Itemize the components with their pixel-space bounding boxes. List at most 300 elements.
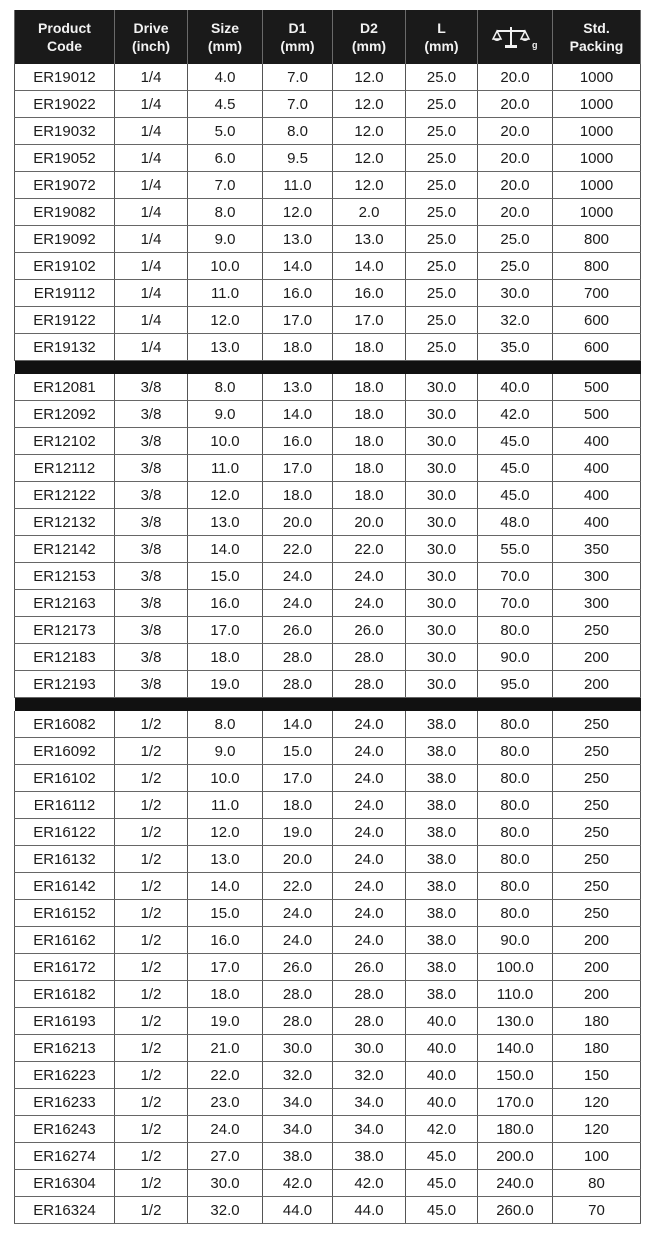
header-std-packing	[553, 10, 641, 64]
weight-cell: 70.0	[478, 590, 553, 617]
product-code-cell: ER16082	[15, 711, 115, 738]
socket-spec-sheet	[14, 10, 640, 1224]
std-packing-cell: 250	[553, 900, 641, 927]
spec-table	[14, 10, 641, 1224]
std-packing-cell: 300	[553, 563, 641, 590]
spec-table-body	[15, 64, 641, 1224]
size-cell: 21.0	[188, 1035, 263, 1062]
length-cell: 38.0	[406, 873, 478, 900]
drive-cell: 1/4	[115, 253, 188, 280]
length-cell: 38.0	[406, 792, 478, 819]
drive-cell: 3/8	[115, 482, 188, 509]
table-row	[15, 792, 641, 819]
d2-cell: 24.0	[333, 792, 406, 819]
d1-cell: 7.0	[263, 64, 333, 91]
size-cell: 18.0	[188, 981, 263, 1008]
d1-cell: 17.0	[263, 455, 333, 482]
drive-cell: 3/8	[115, 671, 188, 698]
d1-cell: 28.0	[263, 644, 333, 671]
weight-cell: 260.0	[478, 1197, 553, 1224]
product-code-cell: ER19012	[15, 64, 115, 91]
drive-cell: 1/2	[115, 792, 188, 819]
d2-cell: 13.0	[333, 226, 406, 253]
drive-cell: 3/8	[115, 563, 188, 590]
length-cell: 25.0	[406, 91, 478, 118]
header-line: Code	[47, 38, 82, 54]
product-code-cell: ER16142	[15, 873, 115, 900]
d1-cell: 24.0	[263, 590, 333, 617]
length-cell: 30.0	[406, 644, 478, 671]
d2-cell: 44.0	[333, 1197, 406, 1224]
d1-cell: 18.0	[263, 334, 333, 361]
size-cell: 17.0	[188, 617, 263, 644]
weight-cell: 90.0	[478, 644, 553, 671]
d1-cell: 17.0	[263, 307, 333, 334]
d2-cell: 17.0	[333, 307, 406, 334]
header-line: Drive	[133, 20, 169, 36]
length-cell: 38.0	[406, 711, 478, 738]
d1-cell: 14.0	[263, 253, 333, 280]
std-packing-cell: 70	[553, 1197, 641, 1224]
length-cell: 30.0	[406, 401, 478, 428]
size-cell: 5.0	[188, 118, 263, 145]
std-packing-cell: 200	[553, 644, 641, 671]
d2-cell: 18.0	[333, 334, 406, 361]
table-row	[15, 846, 641, 873]
product-code-cell: ER12173	[15, 617, 115, 644]
drive-cell: 1/2	[115, 1197, 188, 1224]
table-row	[15, 981, 641, 1008]
std-packing-cell: 120	[553, 1089, 641, 1116]
weight-scale-icon	[478, 23, 552, 51]
std-packing-cell: 400	[553, 428, 641, 455]
product-code-cell: ER12153	[15, 563, 115, 590]
weight-cell: 40.0	[478, 374, 553, 401]
size-cell: 10.0	[188, 428, 263, 455]
size-cell: 11.0	[188, 792, 263, 819]
d1-cell: 12.0	[263, 199, 333, 226]
table-row	[15, 536, 641, 563]
drive-cell: 1/2	[115, 738, 188, 765]
table-row	[15, 1143, 641, 1170]
length-cell: 45.0	[406, 1170, 478, 1197]
drive-cell: 1/2	[115, 1170, 188, 1197]
d1-cell: 17.0	[263, 765, 333, 792]
d2-cell: 24.0	[333, 927, 406, 954]
product-code-cell: ER19072	[15, 172, 115, 199]
product-code-cell: ER16274	[15, 1143, 115, 1170]
std-packing-cell: 1000	[553, 199, 641, 226]
table-row	[15, 374, 641, 401]
weight-cell: 80.0	[478, 617, 553, 644]
header-weight	[478, 10, 553, 64]
weight-cell: 130.0	[478, 1008, 553, 1035]
weight-cell: 25.0	[478, 253, 553, 280]
product-code-cell: ER19092	[15, 226, 115, 253]
d1-cell: 34.0	[263, 1116, 333, 1143]
size-cell: 8.0	[188, 374, 263, 401]
product-code-cell: ER19022	[15, 91, 115, 118]
drive-cell: 1/2	[115, 1116, 188, 1143]
weight-cell: 200.0	[478, 1143, 553, 1170]
d2-cell: 18.0	[333, 482, 406, 509]
d1-cell: 9.5	[263, 145, 333, 172]
d2-cell: 34.0	[333, 1089, 406, 1116]
product-code-cell: ER19052	[15, 145, 115, 172]
std-packing-cell: 100	[553, 1143, 641, 1170]
product-code-cell: ER16182	[15, 981, 115, 1008]
drive-cell: 1/2	[115, 1062, 188, 1089]
d1-cell: 16.0	[263, 280, 333, 307]
std-packing-cell: 400	[553, 482, 641, 509]
weight-cell: 20.0	[478, 64, 553, 91]
table-row	[15, 91, 641, 118]
length-cell: 38.0	[406, 765, 478, 792]
d2-cell: 26.0	[333, 954, 406, 981]
d1-cell: 14.0	[263, 401, 333, 428]
d2-cell: 38.0	[333, 1143, 406, 1170]
length-cell: 45.0	[406, 1143, 478, 1170]
size-cell: 13.0	[188, 846, 263, 873]
d1-cell: 18.0	[263, 792, 333, 819]
d2-cell: 14.0	[333, 253, 406, 280]
weight-cell: 32.0	[478, 307, 553, 334]
d1-cell: 13.0	[263, 374, 333, 401]
length-cell: 25.0	[406, 307, 478, 334]
weight-cell: 100.0	[478, 954, 553, 981]
d2-cell: 28.0	[333, 981, 406, 1008]
size-cell: 30.0	[188, 1170, 263, 1197]
header-drive	[115, 10, 188, 64]
product-code-cell: ER12092	[15, 401, 115, 428]
product-code-cell: ER16193	[15, 1008, 115, 1035]
d1-cell: 24.0	[263, 900, 333, 927]
product-code-cell: ER16162	[15, 927, 115, 954]
d2-cell: 18.0	[333, 428, 406, 455]
drive-cell: 1/4	[115, 280, 188, 307]
std-packing-cell: 1000	[553, 118, 641, 145]
d2-cell: 12.0	[333, 91, 406, 118]
product-code-cell: ER16122	[15, 819, 115, 846]
table-row	[15, 482, 641, 509]
drive-cell: 1/2	[115, 927, 188, 954]
length-cell: 30.0	[406, 536, 478, 563]
weight-cell: 20.0	[478, 91, 553, 118]
weight-cell: 80.0	[478, 711, 553, 738]
product-code-cell: ER16092	[15, 738, 115, 765]
length-cell: 40.0	[406, 1062, 478, 1089]
weight-cell: 30.0	[478, 280, 553, 307]
product-code-cell: ER12081	[15, 374, 115, 401]
table-row	[15, 765, 641, 792]
weight-cell: 170.0	[478, 1089, 553, 1116]
weight-cell: 20.0	[478, 172, 553, 199]
table-row	[15, 280, 641, 307]
length-cell: 38.0	[406, 927, 478, 954]
weight-cell: 45.0	[478, 428, 553, 455]
length-cell: 42.0	[406, 1116, 478, 1143]
d1-cell: 34.0	[263, 1089, 333, 1116]
size-cell: 14.0	[188, 536, 263, 563]
size-cell: 15.0	[188, 563, 263, 590]
drive-cell: 1/2	[115, 1089, 188, 1116]
product-code-cell: ER16324	[15, 1197, 115, 1224]
std-packing-cell: 200	[553, 954, 641, 981]
product-code-cell: ER19122	[15, 307, 115, 334]
d1-cell: 24.0	[263, 563, 333, 590]
d1-cell: 14.0	[263, 711, 333, 738]
d1-cell: 20.0	[263, 846, 333, 873]
size-cell: 27.0	[188, 1143, 263, 1170]
table-row	[15, 900, 641, 927]
std-packing-cell: 80	[553, 1170, 641, 1197]
d2-cell: 18.0	[333, 401, 406, 428]
product-code-cell: ER16213	[15, 1035, 115, 1062]
header-line: Product	[38, 20, 91, 36]
drive-cell: 1/4	[115, 64, 188, 91]
length-cell: 38.0	[406, 900, 478, 927]
d1-cell: 8.0	[263, 118, 333, 145]
size-cell: 22.0	[188, 1062, 263, 1089]
size-cell: 19.0	[188, 1008, 263, 1035]
d1-cell: 22.0	[263, 873, 333, 900]
drive-cell: 1/4	[115, 199, 188, 226]
table-row	[15, 253, 641, 280]
std-packing-cell: 250	[553, 792, 641, 819]
std-packing-cell: 1000	[553, 145, 641, 172]
std-packing-cell: 120	[553, 1116, 641, 1143]
table-row	[15, 738, 641, 765]
length-cell: 40.0	[406, 1089, 478, 1116]
d2-cell: 26.0	[333, 617, 406, 644]
length-cell: 45.0	[406, 1197, 478, 1224]
drive-cell: 1/4	[115, 145, 188, 172]
weight-cell: 80.0	[478, 873, 553, 900]
size-cell: 12.0	[188, 307, 263, 334]
drive-cell: 1/4	[115, 307, 188, 334]
product-code-cell: ER19112	[15, 280, 115, 307]
group-separator-bar	[15, 361, 641, 375]
table-row	[15, 1008, 641, 1035]
size-cell: 9.0	[188, 401, 263, 428]
drive-cell: 3/8	[115, 509, 188, 536]
product-code-cell: ER12112	[15, 455, 115, 482]
weight-cell: 45.0	[478, 482, 553, 509]
size-cell: 12.0	[188, 482, 263, 509]
table-row	[15, 1062, 641, 1089]
size-cell: 9.0	[188, 738, 263, 765]
length-cell: 30.0	[406, 590, 478, 617]
std-packing-cell: 250	[553, 617, 641, 644]
size-cell: 8.0	[188, 711, 263, 738]
product-code-cell: ER16233	[15, 1089, 115, 1116]
d1-cell: 30.0	[263, 1035, 333, 1062]
d2-cell: 16.0	[333, 280, 406, 307]
product-code-cell: ER12163	[15, 590, 115, 617]
table-row	[15, 1089, 641, 1116]
d2-cell: 18.0	[333, 374, 406, 401]
std-packing-cell: 250	[553, 765, 641, 792]
header-line: (mm)	[351, 38, 387, 54]
d2-cell: 24.0	[333, 563, 406, 590]
length-cell: 25.0	[406, 334, 478, 361]
length-cell: 25.0	[406, 253, 478, 280]
table-row	[15, 617, 641, 644]
std-packing-cell: 1000	[553, 64, 641, 91]
header-line: L	[437, 20, 446, 36]
header-line: Std.	[583, 20, 610, 36]
d2-cell: 24.0	[333, 873, 406, 900]
std-packing-cell: 200	[553, 927, 641, 954]
size-cell: 32.0	[188, 1197, 263, 1224]
d2-cell: 42.0	[333, 1170, 406, 1197]
table-row	[15, 1116, 641, 1143]
d2-cell: 28.0	[333, 1008, 406, 1035]
table-row	[15, 428, 641, 455]
product-code-cell: ER19102	[15, 253, 115, 280]
std-packing-cell: 250	[553, 846, 641, 873]
size-cell: 10.0	[188, 253, 263, 280]
d1-cell: 32.0	[263, 1062, 333, 1089]
size-cell: 16.0	[188, 590, 263, 617]
d1-cell: 26.0	[263, 617, 333, 644]
product-code-cell: ER16102	[15, 765, 115, 792]
weight-cell: 180.0	[478, 1116, 553, 1143]
size-cell: 23.0	[188, 1089, 263, 1116]
product-code-cell: ER16223	[15, 1062, 115, 1089]
d1-cell: 15.0	[263, 738, 333, 765]
product-code-cell: ER16152	[15, 900, 115, 927]
product-code-cell: ER12132	[15, 509, 115, 536]
d2-cell: 24.0	[333, 738, 406, 765]
drive-cell: 3/8	[115, 374, 188, 401]
group-separator-bar	[15, 698, 641, 712]
header-line: D2	[360, 20, 378, 36]
size-cell: 14.0	[188, 873, 263, 900]
header-line: Size	[210, 20, 239, 36]
std-packing-cell: 250	[553, 873, 641, 900]
std-packing-cell: 500	[553, 401, 641, 428]
std-packing-cell: 350	[553, 536, 641, 563]
header-size	[188, 10, 263, 64]
d2-cell: 24.0	[333, 900, 406, 927]
std-packing-cell: 500	[553, 374, 641, 401]
std-packing-cell: 200	[553, 981, 641, 1008]
weight-cell: 48.0	[478, 509, 553, 536]
d1-cell: 38.0	[263, 1143, 333, 1170]
size-cell: 10.0	[188, 765, 263, 792]
length-cell: 30.0	[406, 671, 478, 698]
table-row	[15, 1035, 641, 1062]
std-packing-cell: 400	[553, 509, 641, 536]
length-cell: 30.0	[406, 509, 478, 536]
product-code-cell: ER16243	[15, 1116, 115, 1143]
weight-cell: 80.0	[478, 765, 553, 792]
d1-cell: 42.0	[263, 1170, 333, 1197]
std-packing-cell: 150	[553, 1062, 641, 1089]
drive-cell: 3/8	[115, 455, 188, 482]
drive-cell: 1/4	[115, 91, 188, 118]
table-row	[15, 563, 641, 590]
length-cell: 38.0	[406, 954, 478, 981]
length-cell: 40.0	[406, 1035, 478, 1062]
drive-cell: 1/2	[115, 1035, 188, 1062]
drive-cell: 3/8	[115, 644, 188, 671]
d2-cell: 12.0	[333, 64, 406, 91]
weight-cell: 80.0	[478, 738, 553, 765]
size-cell: 11.0	[188, 455, 263, 482]
header-line: (mm)	[424, 38, 459, 54]
weight-unit: g	[532, 40, 538, 50]
table-row	[15, 64, 641, 91]
header-product-code	[15, 10, 115, 64]
d1-cell: 28.0	[263, 1008, 333, 1035]
drive-cell: 3/8	[115, 428, 188, 455]
std-packing-cell: 400	[553, 455, 641, 482]
product-code-cell: ER16172	[15, 954, 115, 981]
length-cell: 38.0	[406, 846, 478, 873]
drive-cell: 1/2	[115, 873, 188, 900]
group-separator	[15, 361, 641, 375]
d1-cell: 28.0	[263, 981, 333, 1008]
weight-cell: 70.0	[478, 563, 553, 590]
group-separator	[15, 698, 641, 712]
table-row	[15, 873, 641, 900]
size-cell: 6.0	[188, 145, 263, 172]
length-cell: 25.0	[406, 226, 478, 253]
table-row	[15, 172, 641, 199]
size-cell: 15.0	[188, 900, 263, 927]
d2-cell: 24.0	[333, 711, 406, 738]
table-row	[15, 307, 641, 334]
std-packing-cell: 700	[553, 280, 641, 307]
header-line: (mm)	[207, 38, 243, 54]
length-cell: 25.0	[406, 145, 478, 172]
weight-cell: 240.0	[478, 1170, 553, 1197]
header-line: (mm)	[280, 38, 315, 54]
d2-cell: 30.0	[333, 1035, 406, 1062]
product-code-cell: ER19032	[15, 118, 115, 145]
d2-cell: 18.0	[333, 455, 406, 482]
length-cell: 38.0	[406, 738, 478, 765]
d1-cell: 18.0	[263, 482, 333, 509]
table-row	[15, 954, 641, 981]
length-cell: 30.0	[406, 455, 478, 482]
std-packing-cell: 1000	[553, 172, 641, 199]
product-code-cell: ER19132	[15, 334, 115, 361]
d1-cell: 7.0	[263, 91, 333, 118]
std-packing-cell: 250	[553, 819, 641, 846]
weight-cell: 42.0	[478, 401, 553, 428]
size-cell: 7.0	[188, 172, 263, 199]
weight-cell: 110.0	[478, 981, 553, 1008]
table-row	[15, 509, 641, 536]
std-packing-cell: 180	[553, 1035, 641, 1062]
d2-cell: 22.0	[333, 536, 406, 563]
d1-cell: 24.0	[263, 927, 333, 954]
d2-cell: 24.0	[333, 590, 406, 617]
drive-cell: 3/8	[115, 590, 188, 617]
drive-cell: 1/2	[115, 900, 188, 927]
size-cell: 17.0	[188, 954, 263, 981]
weight-cell: 140.0	[478, 1035, 553, 1062]
d2-cell: 12.0	[333, 118, 406, 145]
d2-cell: 28.0	[333, 644, 406, 671]
std-packing-cell: 800	[553, 226, 641, 253]
table-row	[15, 199, 641, 226]
d2-cell: 2.0	[333, 199, 406, 226]
weight-cell: 90.0	[478, 927, 553, 954]
